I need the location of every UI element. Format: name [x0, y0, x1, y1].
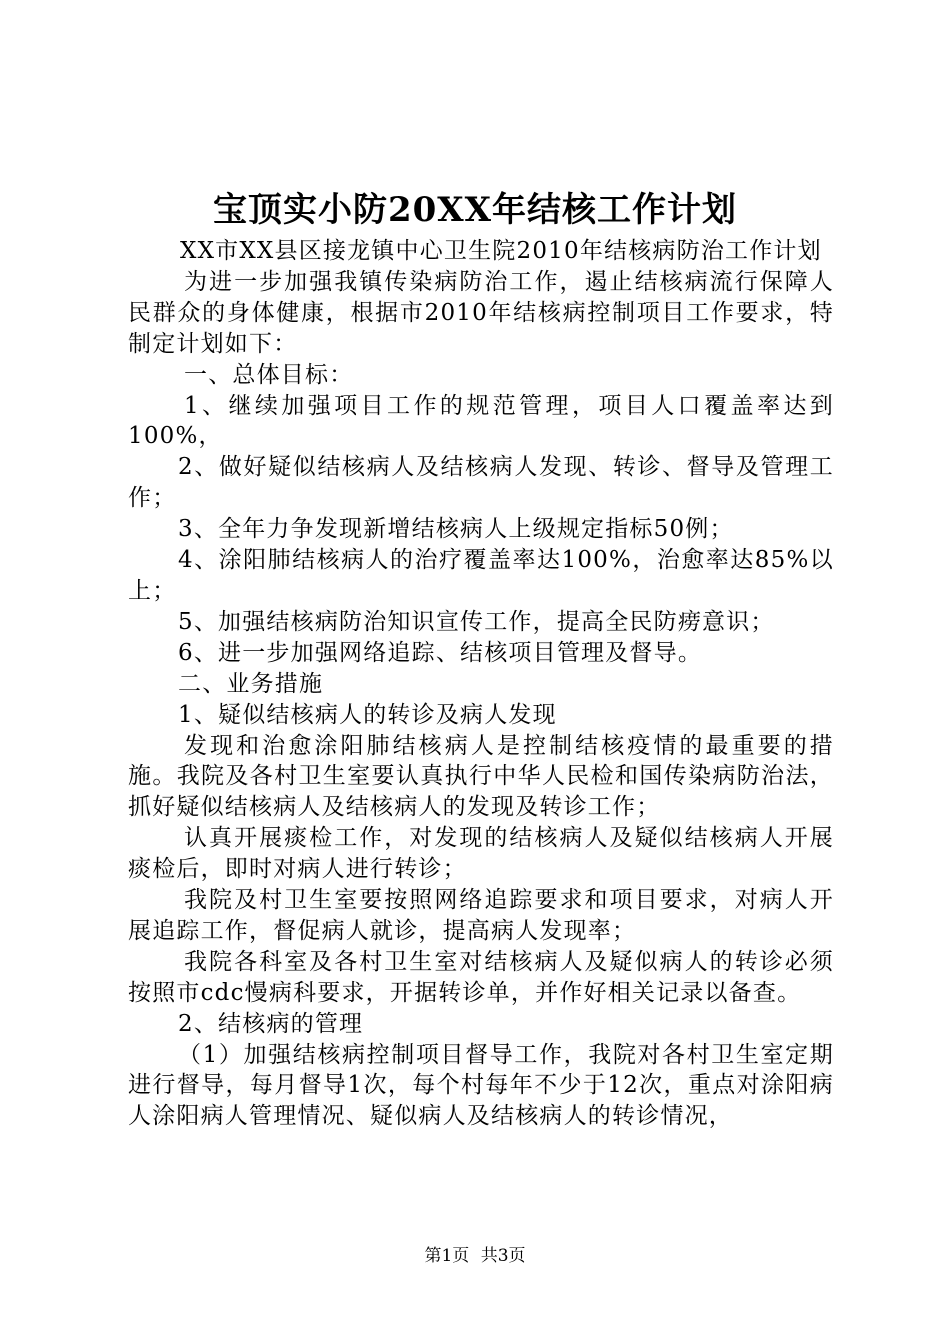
- subsection-heading-referral: 1、疑似结核病人的转诊及病人发现: [178, 701, 557, 728]
- section-heading-measures: 二、业务措施: [178, 670, 324, 697]
- goal-item-1: 1、继续加强项目工作的规范管理，项目人口覆盖率达到100%，: [128, 392, 834, 450]
- paragraph-intro-heading: XX市XX县区接龙镇中心卫生院2010年结核病防治工作计划: [180, 238, 822, 264]
- goal-item-6: 6、进一步加强网络追踪、结核项目管理及督导。: [178, 639, 703, 666]
- goal-item-5: 5、加强结核病防治知识宣传工作，提高全民防痨意识；: [178, 608, 775, 635]
- goal-item-2: 2、做好疑似结核病人及结核病人发现、转诊、督导及管理工作；: [128, 454, 834, 512]
- paragraph-referral-3: 我院及村卫生室要按照网络追踪要求和项目要求，对病人开展追踪工作，督促病人就诊，提高病人发现率；: [128, 887, 834, 944]
- paragraph-referral-1: 发现和治愈涂阳肺结核病人是控制结核疫情的最重要的措施。我院及各村卫生室要认真执行中华人民检和国传染病防治法，抓好疑似结核病人及结核病人的发现及转诊工作；: [128, 732, 834, 821]
- paragraph-management-1: （1）加强结核病控制项目督导工作，我院对各村卫生室定期进行督导，每月督导1次，每个村每年不少于12次，重点对涂阳病人涂阳病人管理情况、疑似病人及结核病人的转诊情况，: [128, 1041, 834, 1130]
- page-footer: [0, 1244, 950, 1268]
- document-title: 宝顶实小防20XX年结核工作计划: [212, 190, 738, 230]
- subsection-heading-management: 2、结核病的管理: [178, 1010, 364, 1037]
- paragraph-purpose: 为进一步加强我镇传染病防治工作，遏止结核病流行保障人民群众的身体健康，根据市2010年结核病控制项目工作要求，特制定计划如下：: [128, 268, 834, 357]
- document-body: [128, 236, 834, 1132]
- paragraph-referral-2: 认真开展痰检工作，对发现的结核病人及疑似结核病人开展痰检后，即时对病人进行转诊；: [128, 825, 834, 883]
- page-number: 第1页: [424, 1246, 470, 1266]
- page-total: 共3页: [480, 1246, 526, 1266]
- goal-item-4: 4、涂阳肺结核病人的治疗覆盖率达100%，治愈率达85%以上；: [128, 547, 834, 604]
- goal-item-3: 3、全年力争发现新增结核病人上级规定指标50例；: [178, 516, 734, 543]
- paragraph-referral-4: 我院各科室及各村卫生室对结核病人及疑似病人的转诊必须按照市cdc慢病科要求，开据转诊单，并作好相关记录以备查。: [128, 948, 834, 1006]
- section-heading-goals: 一、总体目标：: [184, 361, 354, 388]
